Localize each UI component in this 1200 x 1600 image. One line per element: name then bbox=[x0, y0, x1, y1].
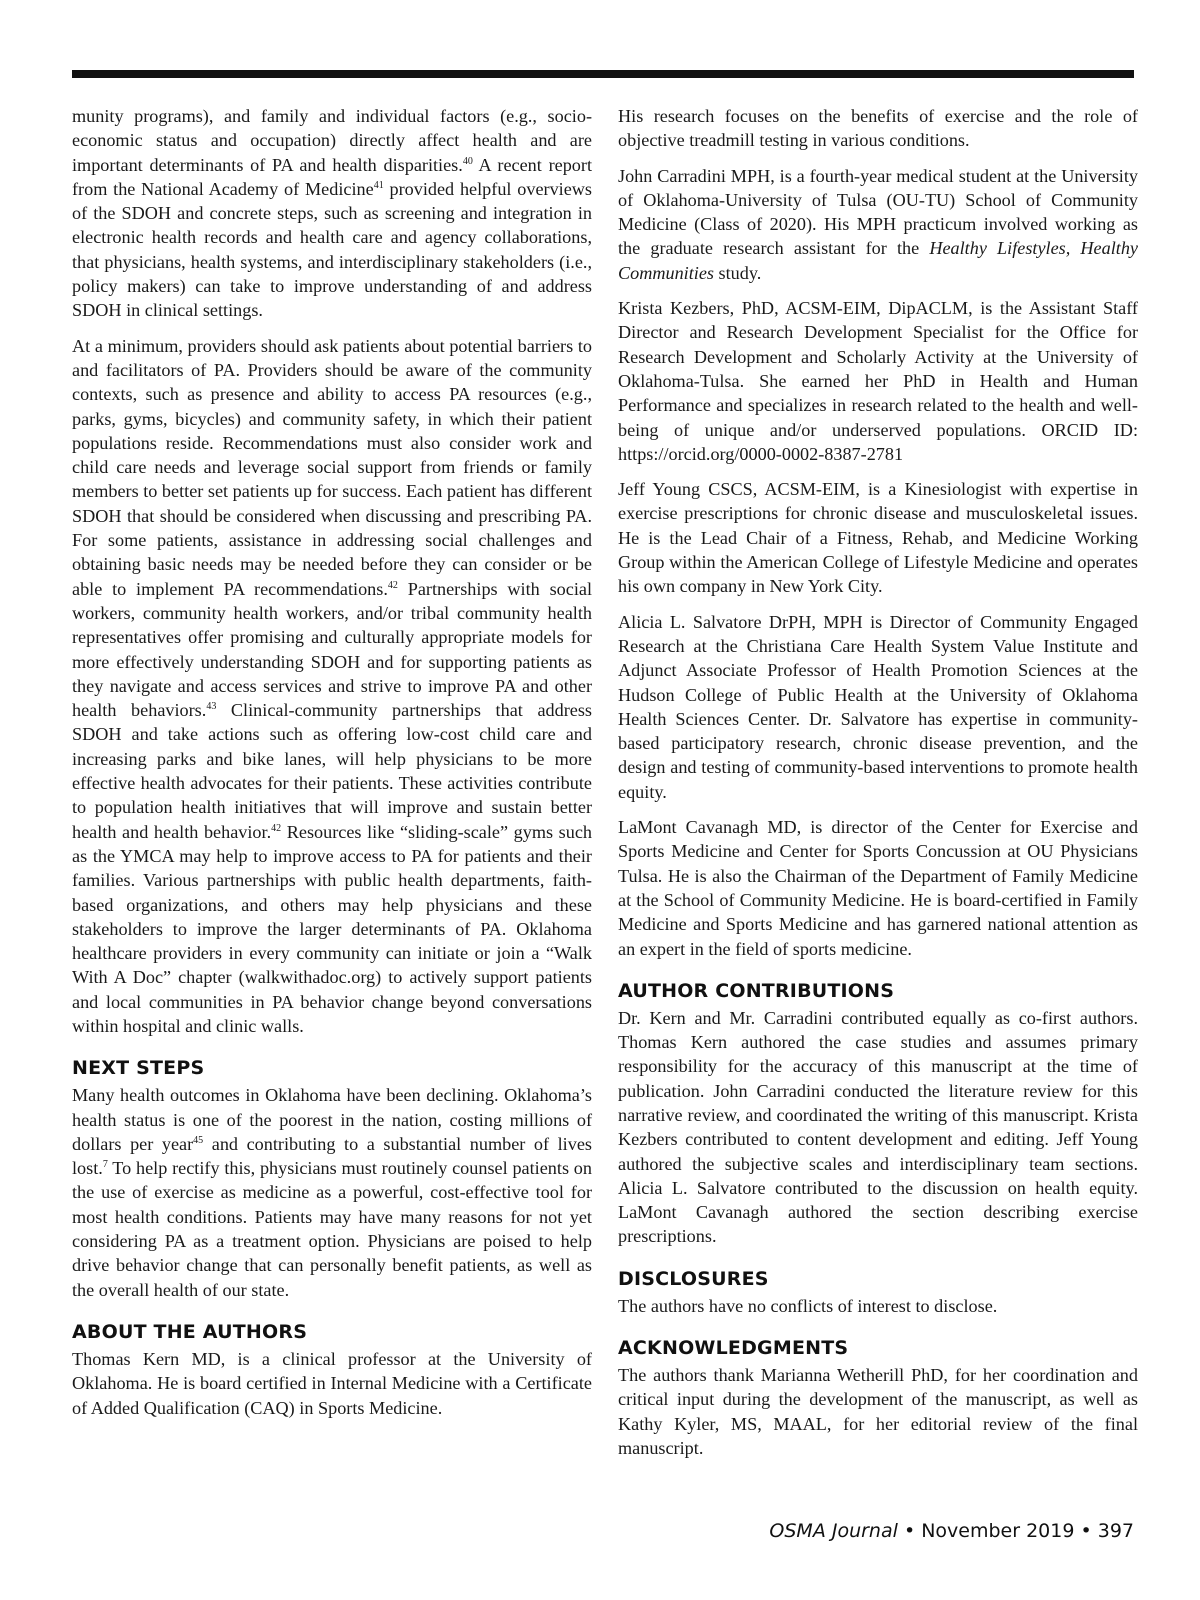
paragraph-disclosures: The authors have no conflicts of interest to disclose. bbox=[618, 1295, 998, 1316]
paragraph-kern-research: His research focuses on the benefits of exercise and the role of objective treadmill testing in various conditions. bbox=[618, 106, 1138, 151]
heading-author-contributions: AUTHOR CONTRIBUTIONS bbox=[618, 979, 895, 1002]
heading-disclosures: DISCLOSURES bbox=[618, 1267, 769, 1290]
heading-about-authors: ABOUT THE AUTHORS bbox=[72, 1320, 308, 1343]
paragraph-author-kezbers: Krista Kezbers, PhD, ACSM-EIM, DipACLM, is the Assistant Staff Director and Research Development Specialist for the Office for Research Development and Scholarly Activity at the University of Oklahoma-Tulsa. She earned her PhD in Health and Human Performance and specializes in research related to the health and well-being of unique and/or underserved populations. ORCID ID: https://orcid.org/0000-0002-8387-2781 bbox=[618, 298, 1138, 464]
heading-next-steps: NEXT STEPS bbox=[72, 1057, 205, 1080]
citation-42b: 42 bbox=[271, 822, 282, 834]
issue-date: November 2019 bbox=[921, 1520, 1075, 1542]
paragraph-author-carradini: John Carradini MPH, is a fourth-year medical student at the University of Oklahoma-University of Tulsa (OU-TU) School of Community Medicine (Class of 2020). His MPH practicum involved working as the graduate research assistant for the Healthy Lifestyles, Healthy Communities study. bbox=[618, 165, 1138, 283]
paragraph-author-young: Jeff Young CSCS, ACSM-EIM, is a Kinesiologist with expertise in exercise prescriptions for chronic disease and musculoskeletal issues. He is the Lead Chair of a Fitness, Rehab, and Medicine Working Group within the American College of Lifestyle Medicine and operates his own company in New York City. bbox=[618, 479, 1138, 597]
paragraph-acknowledgments: The authors thank Marianna Wetherill PhD, for her coordination and critical input during the development of the manuscript, as well as Kathy Kyler, MS, MAAL, for her editorial review of the final manuscript. bbox=[618, 1365, 1138, 1458]
paragraph-author-salvatore: Alicia L. Salvatore DrPH, MPH is Director of Community Engaged Research at the Christiana Care Health System Value Institute and Adjunct Associate Professor of Health Promotion Sciences at the Hudson College of Public Health at the University of Oklahoma Health Sciences Center. Dr. Salvatore has expertise in community-based participatory research, chronic disease prevention, and the design and testing of community-based interventions to promote health equity. bbox=[618, 611, 1138, 802]
paragraph-next-steps: Many health outcomes in Oklahoma have been declining. Oklahoma’s health status is one of the poorest in the nation, costing millions of dollars per year$^{45}$ and contributing to a substantial number of lives lost.$^7$ To help rectify this, physicians must routinely counsel patients on the use of exercise as medicine as a powerful, cost-effective tool for most health conditions. Patients may have many reasons for not yet considering PA as a treatment option. Physicians are poised to help drive behavior change that can personally benefit patients, as well as the overall health of our state. bbox=[72, 1085, 592, 1300]
right-column bbox=[618, 104, 1138, 1471]
paragraph-author-kern: Thomas Kern MD, is a clinical professor at the University of Oklahoma. He is board certified in Internal Medicine with a Certificate of Added Qualification (CAQ) in Sports Medicine. bbox=[72, 1348, 592, 1418]
citation-43: 43 bbox=[206, 701, 217, 713]
paragraph-sdoh-factors: munity programs), and family and individual factors (e.g., socio-economic status and occupation) directly affect health and are important determinants of PA and health disparities.$^{40}$ A recent report from the National Academy of Medicine$^{41}$ provided helpful overviews of the SDOH and concrete steps, such as screening and integration in electronic health records and health care and agency collaborations, that physicians, health systems, and interdisciplinary stakeholders (i.e., policy makers) can take to improve understanding of and address SDOH in clinical settings. bbox=[72, 106, 593, 321]
citation-7: 7 bbox=[102, 1159, 108, 1171]
footer-separator: • bbox=[897, 1520, 922, 1542]
page-footer bbox=[769, 1520, 1134, 1542]
citation-42: 42 bbox=[387, 579, 398, 591]
footer-separator: • bbox=[1074, 1520, 1098, 1542]
header-rule bbox=[72, 70, 1134, 78]
left-column bbox=[72, 104, 592, 1431]
paragraph-author-cavanagh: LaMont Cavanagh MD, is director of the Center for Exercise and Sports Medicine and Center for Sports Concussion at OU Physicians Tulsa. He is also the Chairman of the Department of Family Medicine at the School of Community Medicine. He is board-certified in Family Medicine and Sports Medicine and has garnered national attention as an expert in the field of sports medicine. bbox=[618, 817, 1138, 959]
citation-40: 40 bbox=[462, 155, 473, 167]
study-title: Healthy Lifestyles, Healthy Communities bbox=[618, 238, 1138, 283]
paragraph-provider-recommendations: At a minimum, providers should ask patients about potential barriers to and facilitators of PA. Providers should be aware of the community contexts, such as presence and ability to access PA resources (e.g., parks, gyms, bicycles) and community safety, in which their patient populations reside. Recommendations must also consider work and child care needs and leverage social support from friends or family members to better set patients up for success. Each patient has different SDOH that should be considered when discussing and prescribing PA. For some patients, assistance in addressing social challenges and obtaining basic needs may be needed before they can consider or be able to implement PA recommendations.$^{42}$ Partnerships with social workers, community health workers, and/or tribal community health representatives offer promising and culturally appropriate models for more effectively understanding SDOH and for supporting patients as they navigate and access services and strive to improve PA and other health behaviors.$^{43}$ Clinical-community partnerships that address SDOH and take actions such as offering low-cost child care and increasing parks and bike lanes, will help physicians to be more effective health advocates for their patients. These activities contribute to population health initiatives that will improve and sustain better health and health behavior.$^{42}$ Resources like “sliding-scale” gyms such as the YMCA may help to improve access to PA for patients and their families. Various partnerships with public health departments, faith-based organizations, and others may help physicians and these stakeholders to improve the larger determinants of PA. Oklahoma healthcare providers in every community can initiate or join a “Walk With A Doc” chapter (walkwithadoc.org) to actively support patients and local communities in PA behavior change beyond conversations within hospital and clinic walls. bbox=[72, 335, 593, 1036]
paragraph-author-contributions: Dr. Kern and Mr. Carradini contributed equally as co-first authors. Thomas Kern authored the case studies and assumes primary responsibility for the accuracy of this manuscript at the time of publication. John Carradini conducted the literature review for this narrative review, and coordinated the writing of this manuscript. Krista Kezbers contributed to content development and editing. Jeff Young authored the subjective scales and interdisciplinary team sections. Alicia L. Salvatore contributed to the discussion on health equity. LaMont Cavanagh authored the section describing exercise prescriptions. bbox=[618, 1007, 1138, 1247]
journal-name: OSMA Journal bbox=[769, 1520, 898, 1542]
heading-acknowledgments: ACKNOWLEDGMENTS bbox=[618, 1337, 849, 1360]
citation-41: 41 bbox=[373, 179, 384, 191]
citation-45: 45 bbox=[193, 1134, 204, 1146]
page-number: 397 bbox=[1097, 1520, 1134, 1542]
